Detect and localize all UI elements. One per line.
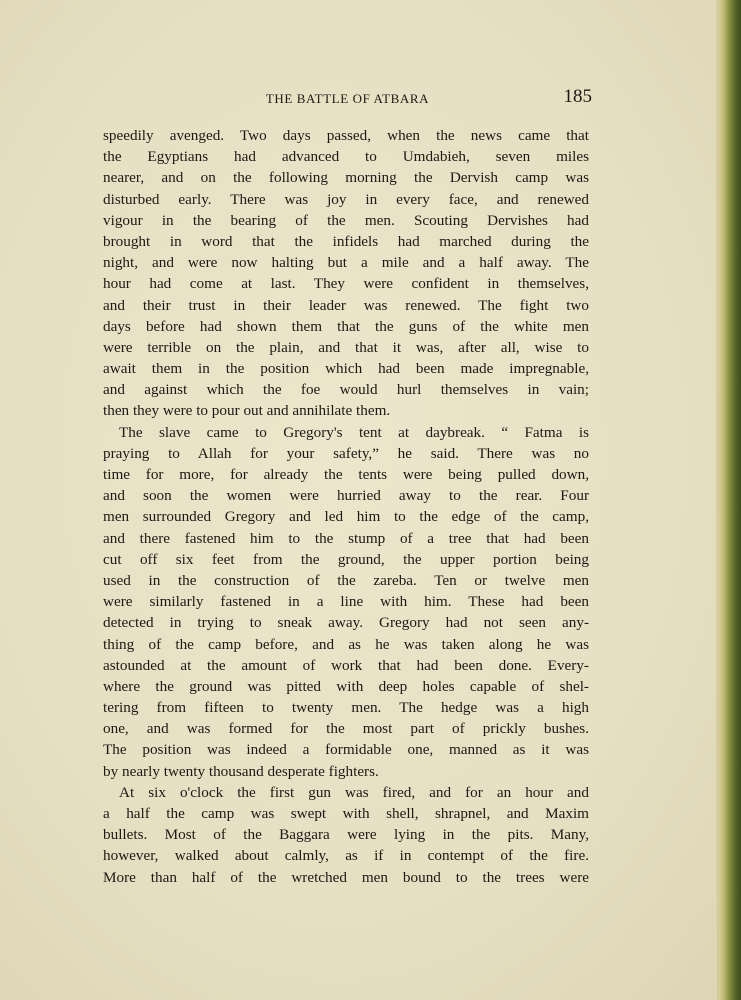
text-line: were terrible on the plain, and that it was, after all, wise to xyxy=(103,338,589,356)
text-line: await them in the position which had been made impregnable, xyxy=(103,360,589,378)
text-line: praying to Allah for your safety,” he said. There was no xyxy=(103,444,589,462)
text-line: however, walked about calmly, as if in contempt of the fire. xyxy=(103,847,589,865)
page-header xyxy=(103,88,592,110)
text-line: and there fastened him to the stump of a tree that had been xyxy=(103,529,589,547)
page-number: 185 xyxy=(563,86,592,107)
text-line: the Egyptians had advanced to Umdabieh, seven miles xyxy=(103,148,589,166)
text-line: and their trust in their leader was renewed. The fight two xyxy=(103,296,589,314)
text-line: night, and were now halting but a mile and a half away. The xyxy=(103,254,589,272)
body-text xyxy=(103,125,589,888)
text-line: More than half of the wretched men bound to the trees were xyxy=(103,868,589,886)
text-line: vigour in the bearing of the men. Scouting Dervishes had xyxy=(103,211,589,229)
text-line: brought in word that the infidels had marched during the xyxy=(103,232,589,250)
text-line: astounded at the amount of work that had been done. Every- xyxy=(103,656,589,674)
text-line: and soon the women were hurried away to the rear. Four xyxy=(103,487,589,505)
text-line: one, and was formed for the most part of prickly bushes. xyxy=(103,720,589,738)
book-spine xyxy=(719,0,741,1000)
text-line: The position was indeed a formidable one, manned as it was xyxy=(103,741,589,759)
text-line: disturbed early. There was joy in every face, and renewed xyxy=(103,190,589,208)
text-line: men surrounded Gregory and led him to the edge of the camp, xyxy=(103,508,589,526)
text-line: cut off six feet from the ground, the upper portion being xyxy=(103,550,589,568)
text-line: At six o'clock the first gun was fired, and for an hour and xyxy=(119,783,589,801)
text-line: used in the construction of the zareba. Ten or twelve men xyxy=(103,571,589,589)
text-line: by nearly twenty thousand desperate fighters. xyxy=(103,762,379,780)
text-line: time for more, for already the tents were being pulled down, xyxy=(103,466,589,483)
running-head: THE BATTLE OF ATBARA xyxy=(265,91,430,106)
text-line: a half the camp was swept with shell, shrapnel, and Maxim xyxy=(103,805,589,822)
text-line: bullets. Most of the Baggara were lying in the pits. Many, xyxy=(103,826,589,844)
text-line: days before had shown them that the guns of the white men xyxy=(103,317,589,335)
text-line: tering from fifteen to twenty men. The hedge was a high xyxy=(103,699,589,717)
text-line: were similarly fastened in a line with him. These had been xyxy=(103,593,589,611)
text-line: thing of the camp before, and as he was taken along he was xyxy=(103,635,589,653)
text-line: The slave came to Gregory's tent at daybreak. “ Fatma is xyxy=(119,423,589,441)
text-line: then they were to pour out and annihilate them. xyxy=(103,402,391,420)
text-line: nearer, and on the following morning the Dervish camp was xyxy=(103,169,589,187)
text-line: detected in trying to sneak away. Gregory had not seen any- xyxy=(103,614,589,632)
text-line: speedily avenged. Two days passed, when the news came that xyxy=(103,127,589,144)
text-line: and against which the foe would hurl themselves in vain; xyxy=(103,381,589,399)
text-line: where the ground was pitted with deep holes capable of shel- xyxy=(103,677,589,695)
text-line: hour had come at last. They were confident in themselves, xyxy=(103,275,589,293)
